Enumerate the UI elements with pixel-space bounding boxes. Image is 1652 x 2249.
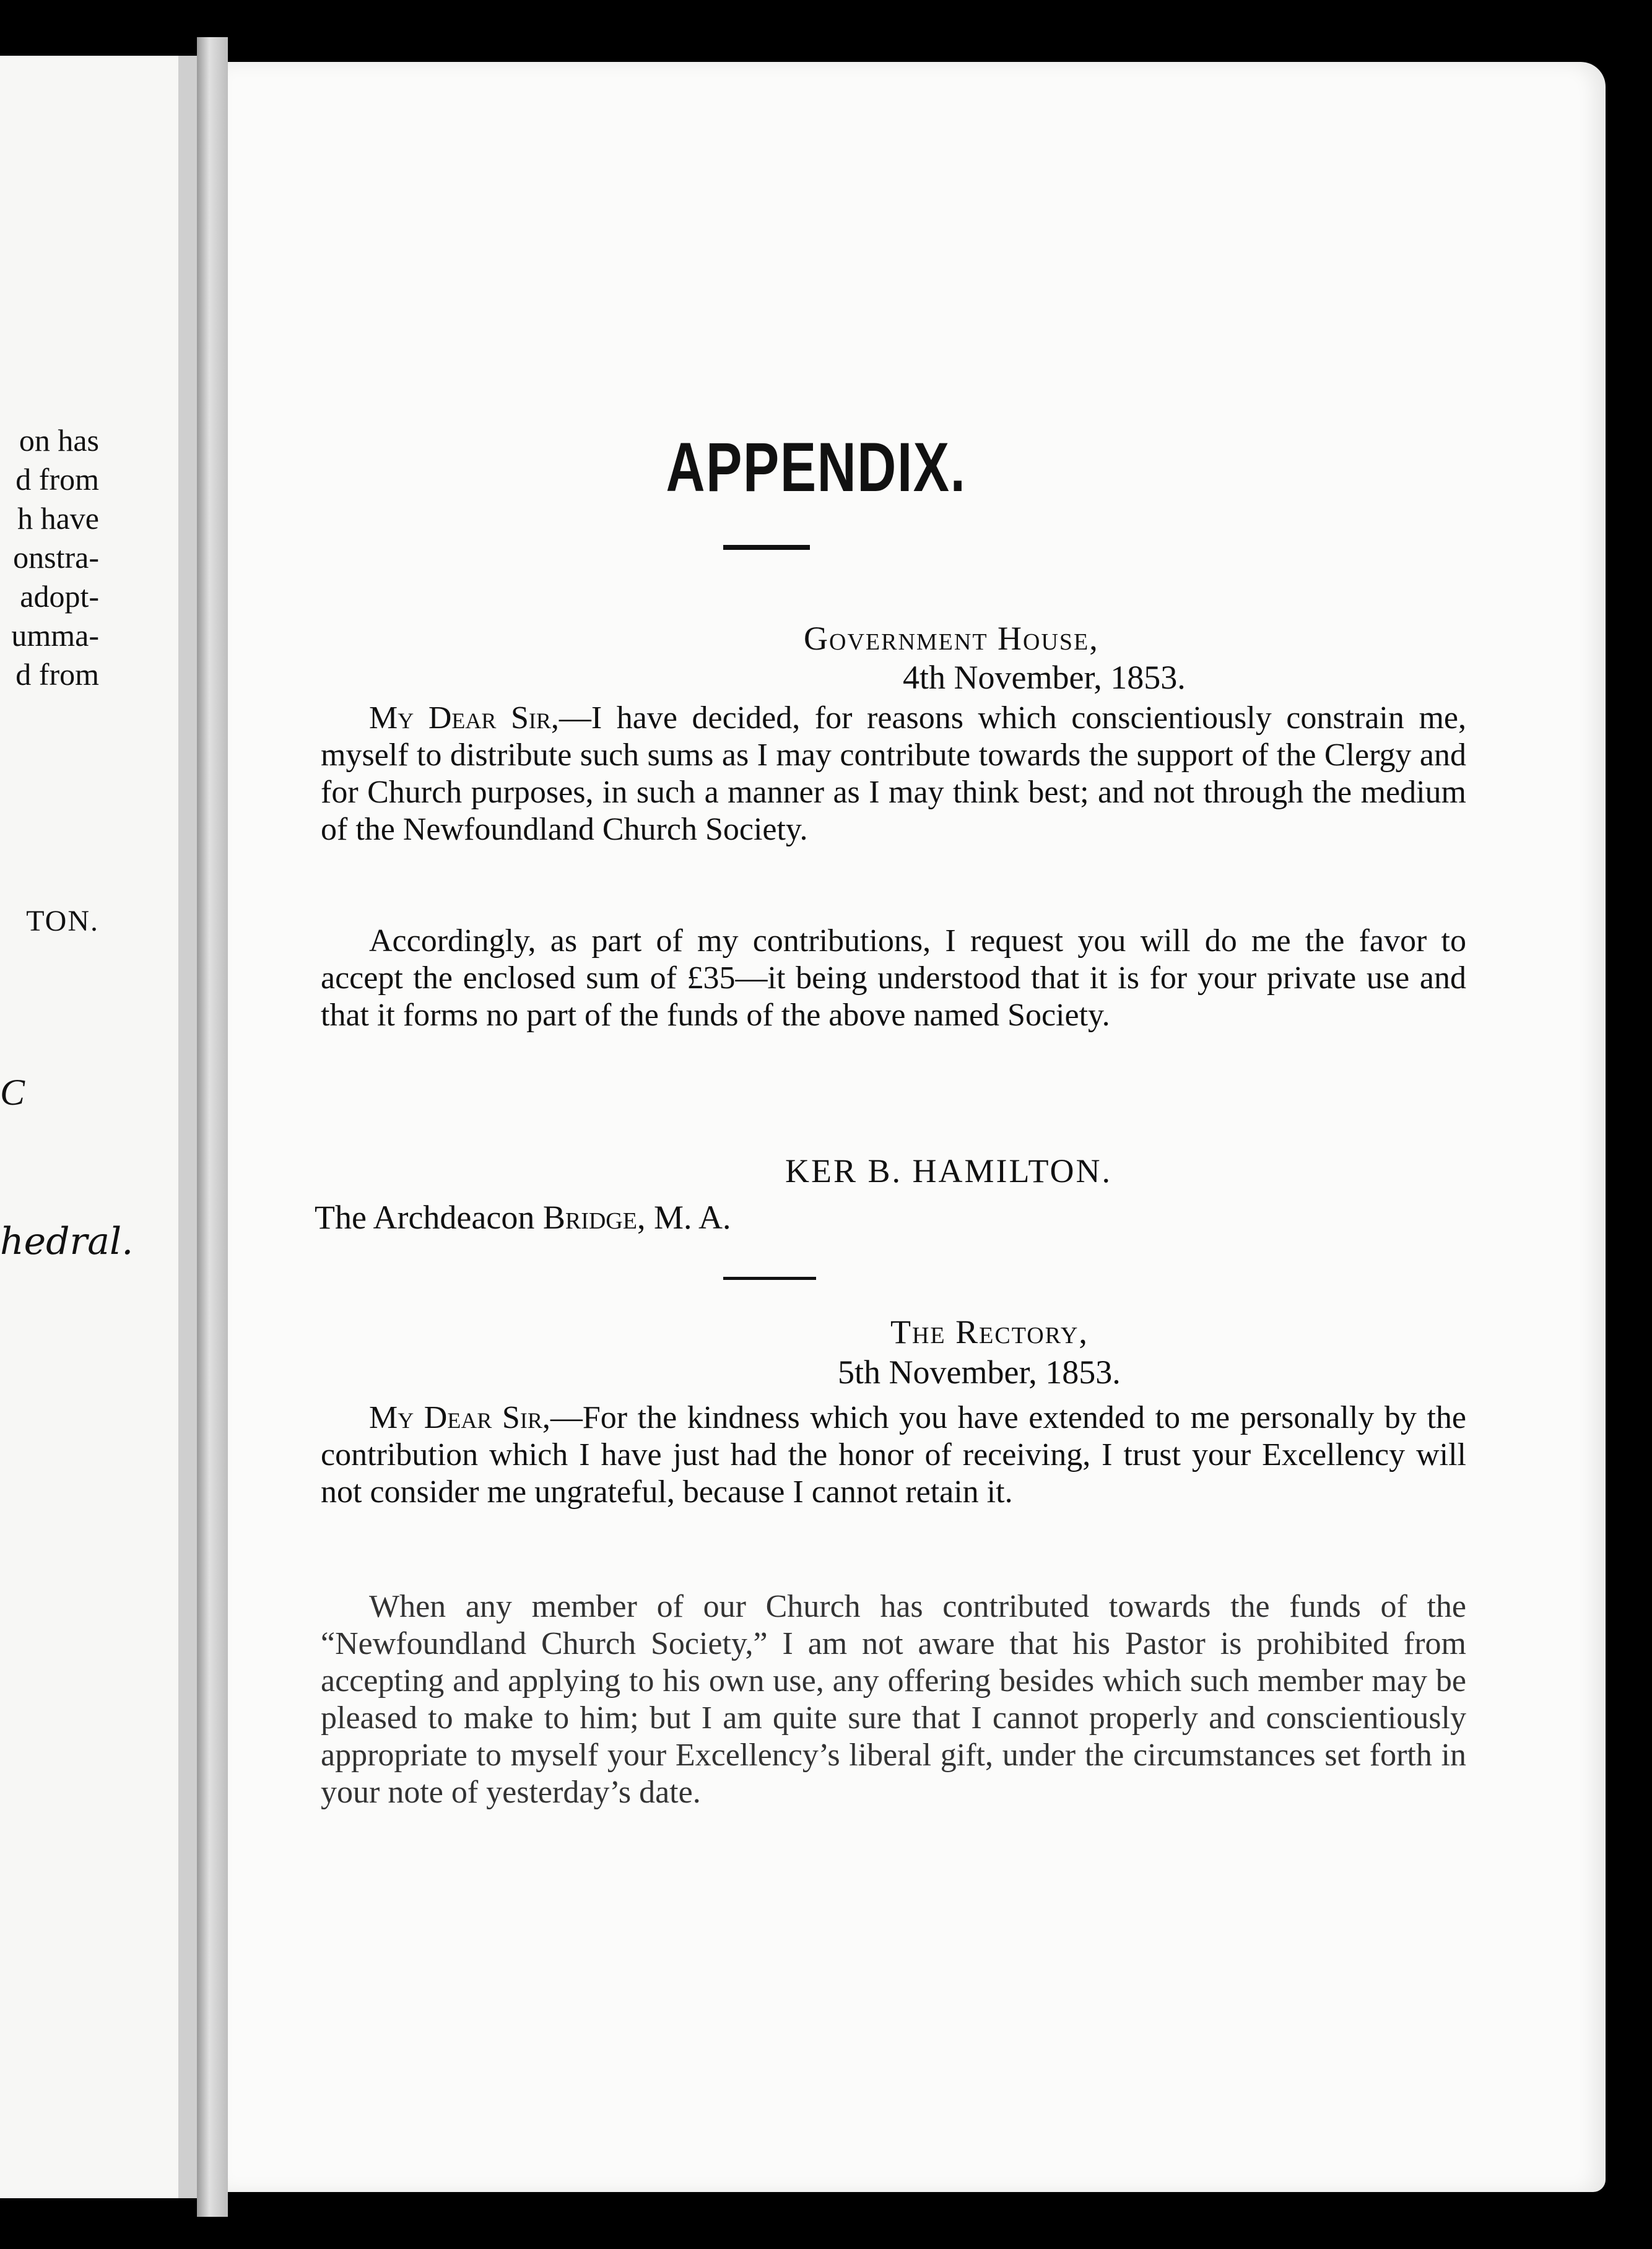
left-line-fragment: adopt- <box>20 579 99 614</box>
letter2-paragraph-1 <box>321 1399 1466 1511</box>
left-line-fragment: d from <box>15 657 99 692</box>
title-rule <box>723 545 810 550</box>
letter1-date: 4th November, 1853. <box>903 659 1186 696</box>
letter1-paragraph-1 <box>321 700 1466 848</box>
letter1-salutation: My Dear Sir, <box>369 700 559 736</box>
left-handwriting-fragment: C <box>0 1072 25 1113</box>
left-facing-page <box>0 56 197 2198</box>
addressee-suffix: , M. A. <box>637 1199 731 1236</box>
letter1-heading: Government House, <box>804 620 1099 657</box>
left-line-fragment: on has <box>19 423 99 458</box>
page-title: APPENDIX. <box>666 428 967 506</box>
right-page <box>228 62 1606 2192</box>
left-line-fragment: h have <box>17 501 99 536</box>
letter1-paragraph-2: Accordingly, as part of my contributions, I request you will do me the favor to accept the enclosed sum of £35—it being understood that it is for your private use and that it forms no part of the funds of the above named Society. <box>321 923 1466 1033</box>
left-line-fragment: onstra- <box>13 540 99 575</box>
letter-separator-rule <box>723 1277 816 1280</box>
book-gutter <box>197 37 228 2217</box>
letter2-salutation: My Dear Sir, <box>369 1400 550 1435</box>
left-signature-fragment: TON. <box>26 905 99 937</box>
letter2-paragraph-1-body: —For the kindness which you have extended to me personally by the contribution which I have just had the honor of receiving, I trust your Excellency will not consider me ungrateful, because I cannot retain it. <box>321 1400 1466 1510</box>
left-line-fragment: d from <box>15 462 99 497</box>
letter1-paragraph-1-body: —I have decided, for reasons which conscientiously constrain me, myself to distribute such sums as I may contribute towards the support of the Clergy and for Church purposes, in such a manner as I may think best; and not through the medium of the Newfoundland Church Society. <box>321 700 1466 847</box>
letter2-heading: The Rectory, <box>890 1313 1089 1351</box>
letter2-paragraph-2: When any member of our Church has contributed towards the funds of the “Newfoundland Church Society,” I am not aware that his Pastor is prohibited from accepting and applying to his own use, any offering besides which such member may be pleased to make to him; but I am quite sure that I cannot properly and conscientiously appropriate to myself your Excellency’s liberal gift, under the circumstances set forth in your note of yesterday’s date. <box>321 1589 1466 1810</box>
left-page-text-fragments <box>0 421 99 694</box>
addressee-prefix: The Archdeacon <box>315 1199 543 1236</box>
letter1-signature: KER B. HAMILTON. <box>785 1152 1113 1190</box>
letter2-date: 5th November, 1853. <box>838 1354 1121 1391</box>
left-handwriting-fragment-cathedral: hedral. <box>0 1220 134 1263</box>
letter1-addressee <box>315 1198 731 1237</box>
addressee-name: Bridge <box>542 1199 637 1236</box>
left-line-fragment: umma- <box>11 618 99 653</box>
